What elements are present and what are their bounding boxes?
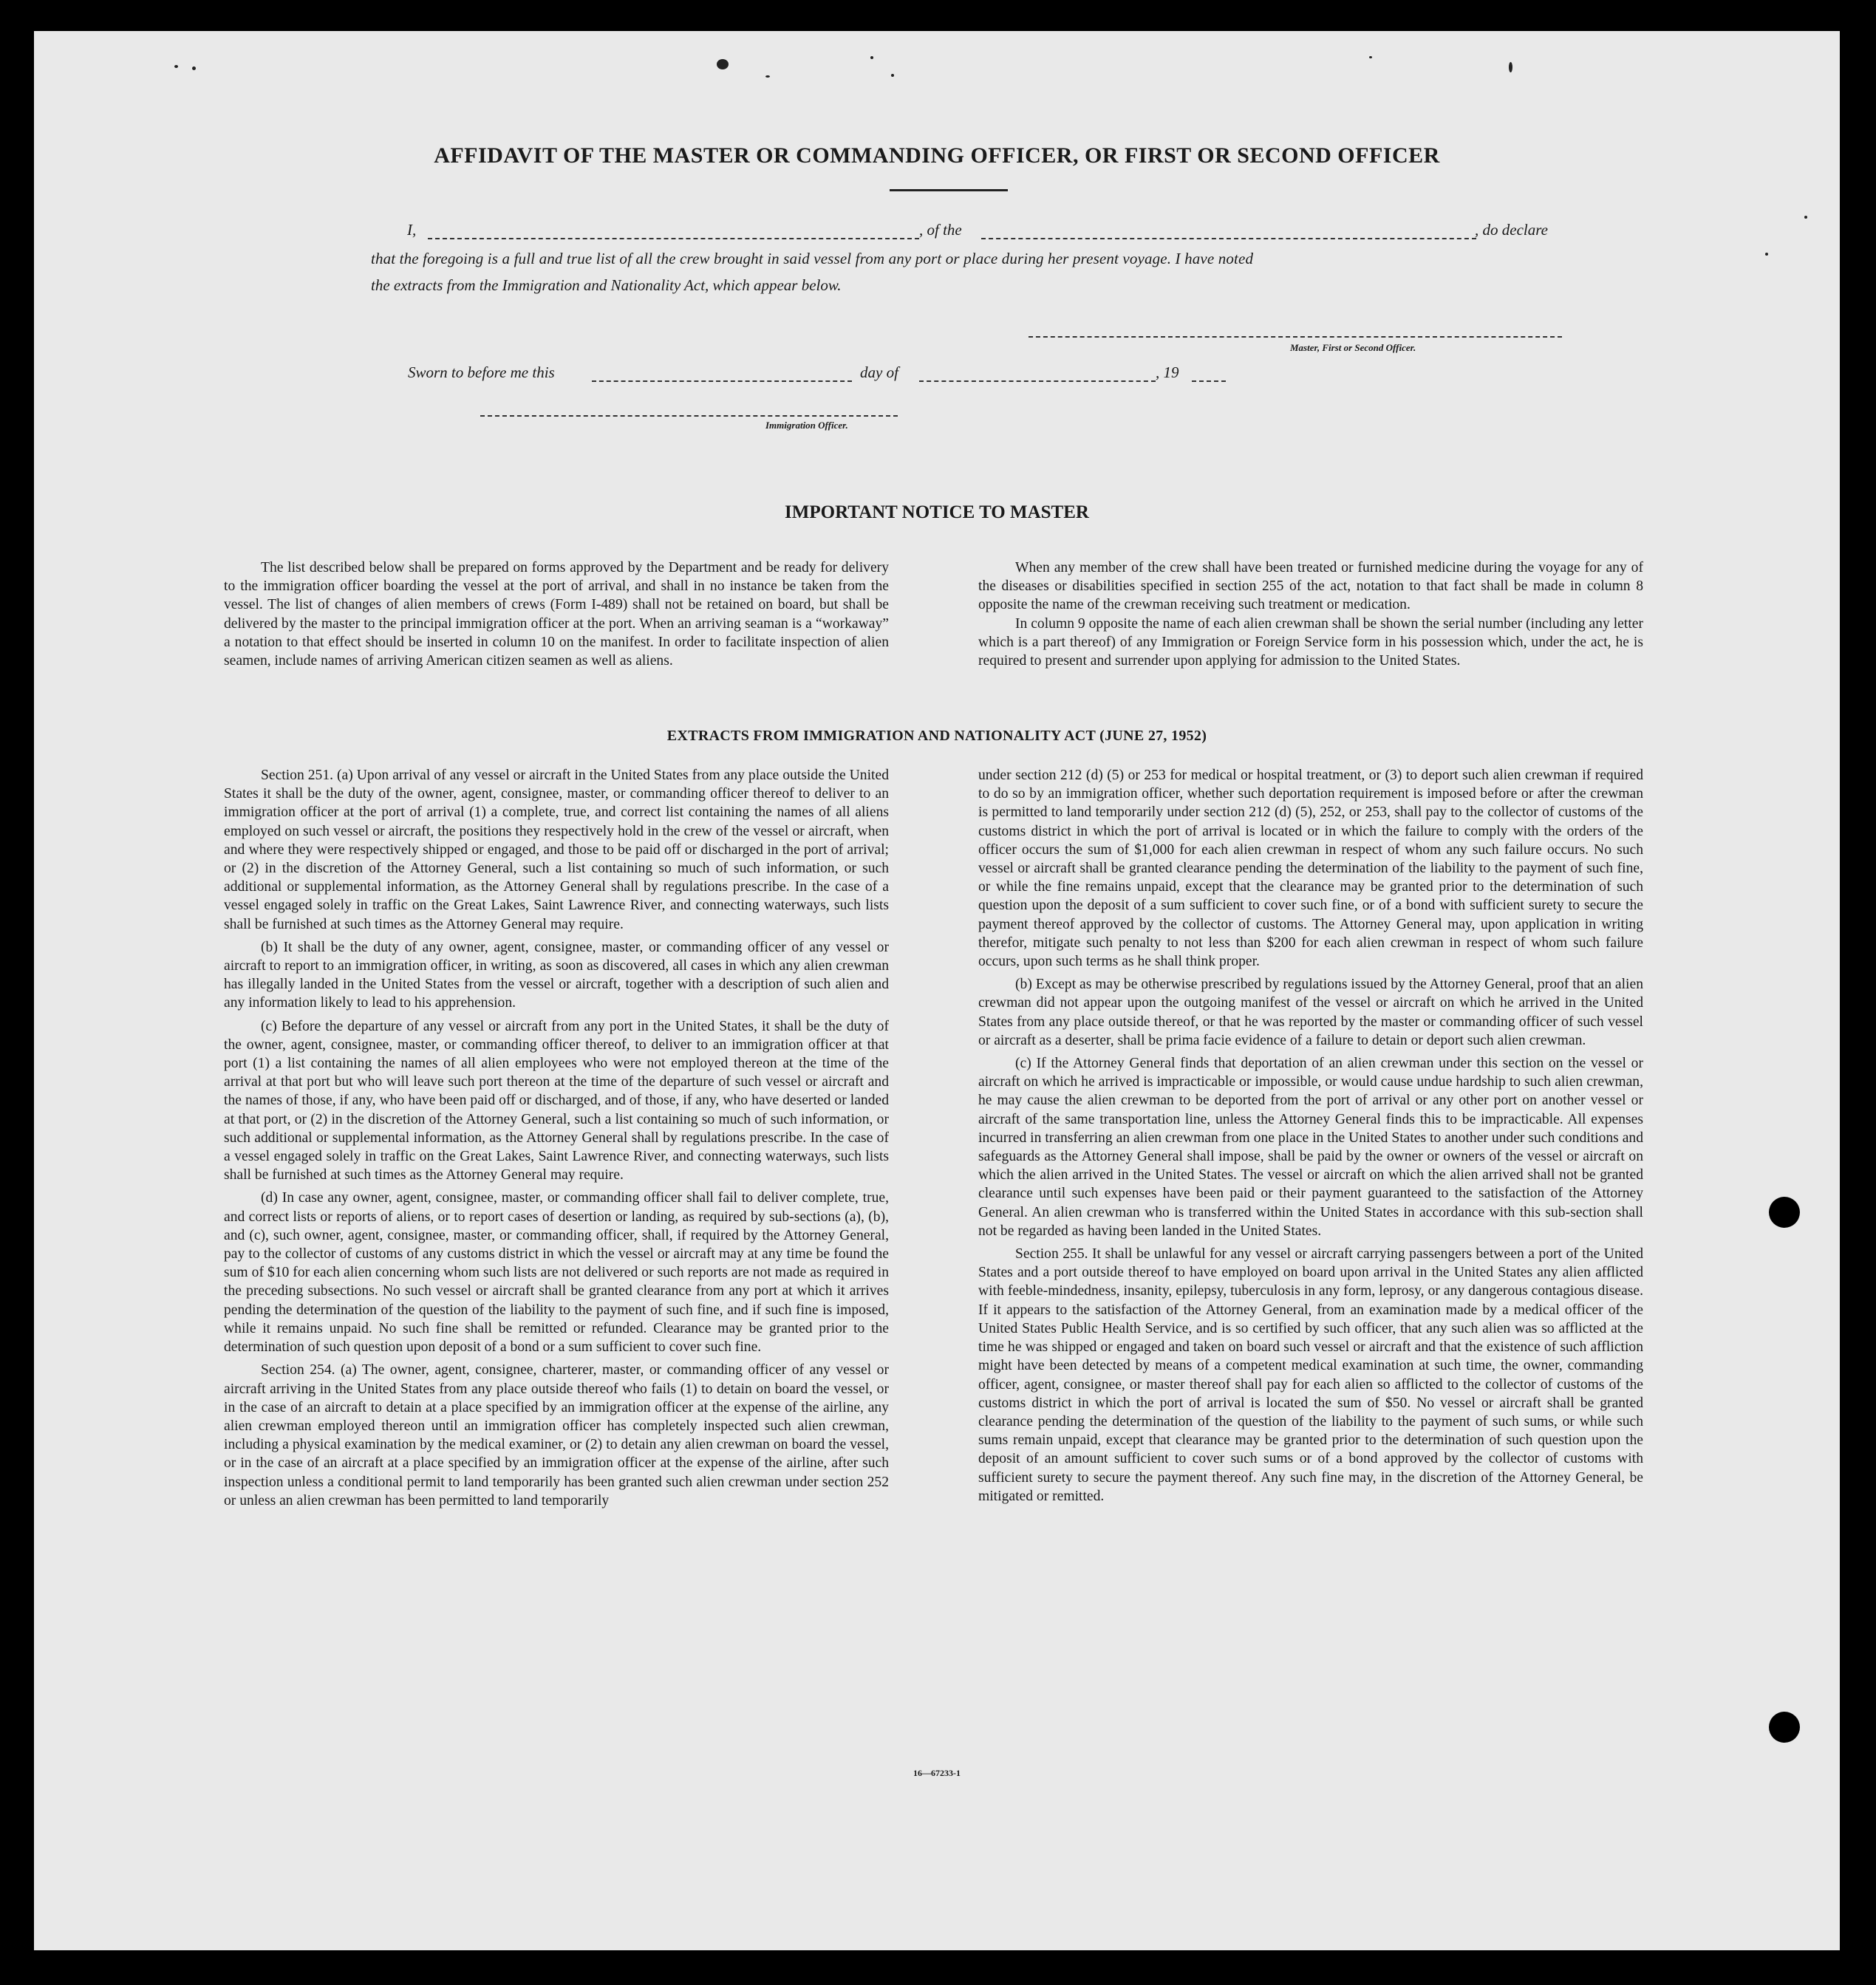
section-paragraph: Section 254. (a) The owner, agent, consignee, charterer, master, or commanding officer of any vessel or aircraft arriving in the United States from any place outside thereof who fails (1) to detain on board the vessel, or in the case of an aircraft to detain at a place specified by an immigration officer at the expense of the airline, any alien crewman employed thereon until an immigration officer has completely inspected such alien crewman, including a physical examination by the medical examiner, or (2) to detain any alien crewman on board the vessel, or in the case of an aircraft at a place specified by an immigration officer at the expense of the airline, after such inspection unless a conditional permit to land temporarily has been granted such alien crewman under section 252 or unless an alien crewman has been permitted to land temporarily — [224, 1362, 889, 1509]
notice-title: IMPORTANT NOTICE TO MASTER — [785, 502, 1089, 522]
scan-speck — [891, 74, 894, 77]
officer-signature-caption: Immigration Officer. — [765, 420, 848, 431]
notice-paragraph: The list described below shall be prepared on forms approved by the Department and be ready for delivery to the immigration officer boarding the vessel at the port of arrival, and shall in no instance be taken from the vessel. The list of changes of alien members of crews (Form I-489) shall not be retained on board, but shall be delivered by the master to the principal immigration officer at the port. When an arriving seaman is a “workaway” a notation to that effect should be inserted in column 10 on the manifest. In order to facilitate inspection of alien seamen, include names of arriving American citizen seamen as well as aliens. — [224, 560, 889, 669]
extracts-title: EXTRACTS FROM IMMIGRATION AND NATIONALITY ACT (JUNE 27, 1952) — [666, 728, 1207, 744]
section-paragraph: under section 212 (d) (5) or 253 for medical or hospital treatment, or (3) to deport such alien crewman if required to do so by an immigration officer, whether such deportation requirement is imposed before or after the crewman is permitted to land temporarily under section 212 (d) (5), 252, or 253, shall pay to the collector of customs of the customs district in which the port of arrival is located or in which the failure to comply with the orders of the officer occurs the sum of $1,000 for each alien crewman in respect of whom any such failure occurs. No such vessel or aircraft shall be granted clearance pending the determination of the liability to the payment of such fine, or while the fine remains unpaid, except that the clearance may be granted prior to the determination of such question upon the deposit of a sum sufficient to cover such fine, or of a bond with sufficient surety to secure the payment thereof approved by the collector of customs. The Attorney General may, upon application in writing therefor, mitigate such penalty to not less than $200 for each alien crewman in respect of whom such failure occurs, upon such terms as he shall think proper. — [978, 768, 1643, 970]
of-the-label: , of the — [919, 221, 962, 239]
section-paragraph: (c) If the Attorney General finds that deportation of an alien crewman under this section on the vessel or aircraft on which he arrived is impracticable or impossible, or would cause undue hardship to such alien crewman, he may cause the alien crewman to be deported from the port of arrival or any other port on another vessel or aircraft of the same transportation line, unless the Attorney General finds this to be impracticable. All expenses incurred in transferring an alien crewman from one place in the United States to another under such conditions and safeguards as the Attorney General shall impose, shall be paid by the owner or owners of the vessel or aircraft on which the alien arrived in the United States. The vessel or aircraft on which the alien arrived shall not be granted clearance until such expenses have been paid or their payment guaranteed to the satisfaction of the Attorney General. An alien crewman who is transferred within the United States in accordance with this sub-section shall not be regarded as having been landed in the United States. — [978, 1056, 1643, 1239]
extracts-left-column — [224, 766, 889, 1514]
declaration-text: that the foregoing is a full and true list of all the crew brought in said vessel from any port or place during her present voyage. I have noted — [371, 250, 1254, 267]
scan-speck — [1804, 216, 1807, 219]
master-signature-line[interactable] — [1029, 336, 1562, 338]
section-paragraph: Section 255. It shall be unlawful for any vessel or aircraft carrying passengers between a port of the United States and a port outside thereof to have employed on board upon arrival in the United States any alien afflicted with feeble-mindedness, insanity, epilepsy, tuberculosis in any form, leprosy, or any dangerous contagious disease. If it appears to the satisfaction of the Attorney General, from an examination made by a medical officer of the United States Public Health Service, and is so certified by such officer, that any such alien was so afflicted at the time he was shipped or engaged and taken on board such vessel or aircraft and that the existence of such affliction might have been detected by means of a competent medical examination at such time, the owner, commanding officer, agent, consignee, or master thereof shall pay for each alien so afflicted to the collector of customs of the customs district in which the port of arrival is located the sum of $50. No vessel or aircraft shall be granted clearance pending the determination of the question of the liability to the payment of such sums, or while such sums remain unpaid, except that clearance may be granted prior to the determination of such question upon the deposit of an amount sufficient to cover such sums or of a bond approved by the collector of customs with sufficient surety to secure the payment thereof. Any such fine may, in the discretion of the Attorney General, be mitigated or remitted. — [978, 1246, 1643, 1504]
section-paragraph: (b) Except as may be otherwise prescribed by regulations issued by the Attorney General, proof that an alien crewman did not appear upon the outgoing manifest of the vessel or aircraft on which he arrived in the United States from any place outside thereof, or that he was reported by the master or commanding officer of such vessel or aircraft as a deserter, shall be prima facie evidence of a failure to detain or deport such alien crewman. — [978, 977, 1643, 1048]
master-signature-caption: Master, First or Second Officer. — [1290, 342, 1416, 353]
scan-speck — [174, 65, 178, 68]
scan-speck — [1369, 56, 1372, 58]
section-paragraph: Section 251. (a) Upon arrival of any vessel or aircraft in the United States from any place outside the United States it shall be the duty of the owner, agent, consignee, master, or commanding officer thereof to deliver to an immigration officer at the port of arrival (1) a complete, true, and correct list containing the names of all aliens employed on such vessel or aircraft, the positions they respectively hold in the crew of the vessel or aircraft, when and where they were respectively shipped or engaged, and those to be paid off or discharged in the port of arrival; or (2) in the discretion of the Attorney General, such a list containing so much of such information, or such additional or supplemental information, as the Attorney General shall by regulations prescribe. In the case of a vessel engaged solely in traffic on the Great Lakes, Saint Lawrence River, and connecting waterways, such lists shall be furnished at such times as the Attorney General may require. — [224, 768, 889, 932]
section-paragraph: (d) In case any owner, agent, consignee, master, or commanding officer shall fail to deliver complete, true, and correct lists or reports of aliens, or to report cases of desertion or landing, as required by sub-sections (a), (b), and (c), such owner, agent, consignee, master, or commanding officer, shall, if required by the Attorney General, pay to the collector of customs of any customs district in which the vessel or aircraft may at any time be found the sum of $10 for each alien concerning whom such lists are not delivered or such reports are not made as required in the preceding subsections. No such vessel or aircraft shall be granted clearance from any port at which it arrives pending the determination of the question of the liability to the payment of such fine, and if such fine is imposed, while it remains unpaid. No such fine shall be remitted or refunded. Clearance may be granted prior to the determination of such question upon deposit of a bond or a sum sufficient to cover such fine. — [224, 1190, 889, 1356]
section-paragraph: (c) Before the departure of any vessel or aircraft from any port in the United States, it shall be the duty of the owner, agent, consignee, master, or commanding officer thereof, to deliver to an immigration officer at that port (1) a list containing the names of all alien employees who were not employed thereon at the time of the arrival at that port but who will leave such port thereon at the time of the departure of such vessel or aircraft and the names of those, if any, who have been paid off or discharged, and of those, if any, who have deserted or landed at that port, or (2) in the discretion of the Attorney General, such a list containing so much of such information, or such additional or supplemental information, as the Attorney General shall by regulations prescribe. In the case of a vessel engaged solely in traffic on the Great Lakes, Saint Lawrence River, and connecting waterways, such lists shall be furnished at such times as the Attorney General may require. — [224, 1018, 889, 1183]
declarant-prefix: I, — [407, 221, 417, 239]
year-label: , 19 — [1156, 363, 1179, 381]
section-paragraph: (b) It shall be the duty of any owner, agent, consignee, master, or commanding officer of any vessel or aircraft to report to an immigration officer, in writing, as soon as discovered, all cases in which any alien crewman has illegally landed in the United States from the vessel or aircraft, together with a description of such alien and any information likely to lead to his apprehension. — [224, 939, 889, 1011]
officer-signature-line[interactable] — [480, 415, 898, 417]
vessel-name-field[interactable] — [981, 238, 1476, 239]
notice-right-column — [978, 558, 1643, 670]
document-page — [34, 31, 1840, 1950]
scan-speck — [192, 66, 196, 70]
do-declare-label: , do declare — [1475, 221, 1548, 239]
sworn-day-field[interactable] — [592, 380, 852, 382]
punch-hole — [1769, 1712, 1800, 1743]
punch-hole — [1769, 1197, 1800, 1228]
title-divider — [890, 189, 1008, 191]
extracts-right-column — [978, 766, 1643, 1510]
declarant-name-field[interactable] — [428, 238, 919, 239]
sworn-label: Sworn to before me this — [408, 363, 555, 381]
affidavit-title: AFFIDAVIT OF THE MASTER OR COMMANDING OFFICER, OR FIRST OR SECOND OFFICER — [434, 143, 1440, 168]
scan-speck — [1509, 62, 1512, 72]
day-of-label: day of — [860, 363, 898, 381]
sworn-year-field[interactable] — [1192, 380, 1226, 382]
notice-paragraph: When any member of the crew shall have been treated or furnished medicine during the voyage for any of the diseases or disabilities specified in section 255 of the act, notation to that fact shall be made in column 8 opposite the name of the crewman receiving such treatment or medication. — [978, 560, 1643, 613]
scan-speck — [765, 75, 770, 78]
scan-speck — [717, 59, 729, 69]
form-number: 16—67233-1 — [913, 1768, 961, 1778]
scan-speck — [870, 56, 873, 59]
declaration-text-cont: the extracts from the Immigration and Nationality Act, which appear below. — [371, 276, 842, 294]
scan-speck — [1765, 253, 1768, 256]
sworn-month-field[interactable] — [919, 380, 1156, 382]
notice-left-column — [224, 558, 889, 670]
notice-paragraph: In column 9 opposite the name of each alien crewman shall be shown the serial number (including any letter which is a part thereof) of any Immigration or Foreign Service form in his possession which, under the act, he is required to present and surrender upon applying for admission to the United States. — [978, 615, 1643, 669]
